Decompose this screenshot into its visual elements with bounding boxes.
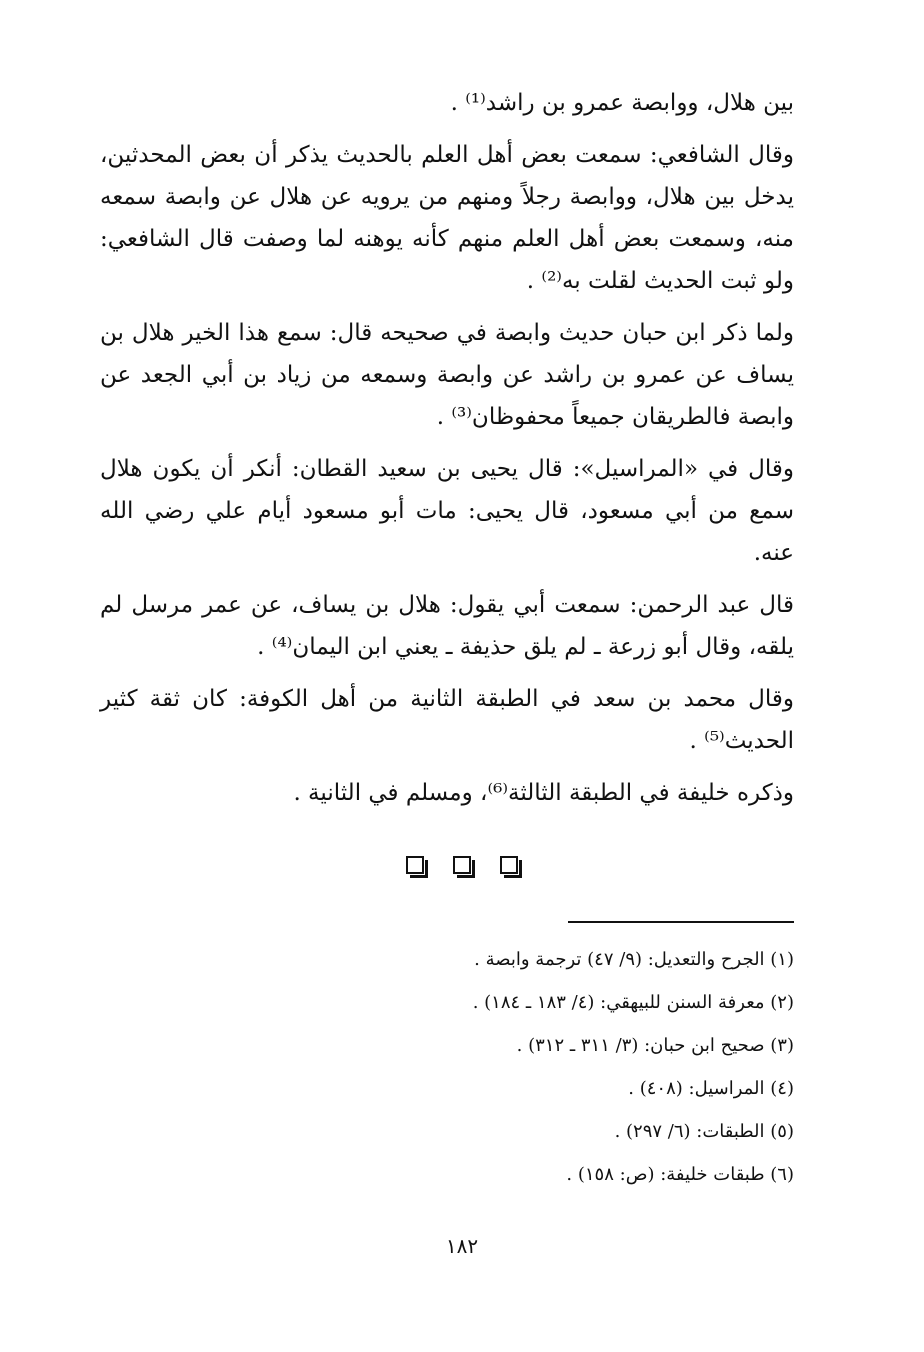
page-number: ١٨٢ [445,1234,479,1258]
footnote-5: (٥) الطبقات: (٦/ ٢٩٧) . [614,1121,794,1142]
footnote-divider [568,921,794,923]
footnote-6: (٦) طبقات خليفة: (ص: ١٥٨) . [566,1164,794,1185]
paragraph-1: بين هلال، ووابصة عمرو بن راشد⁽¹⁾ . [450,90,794,116]
paragraph-6: وقال محمد بن سعد في الطبقة الثانية من أهل الكوفة: كان ثقة كثير الحديث⁽⁵⁾ . [100,686,794,754]
paragraph-3: ولما ذكر ابن حبان حديث وابصة في صحيحه قال: سمع هذا الخير هلال بن يساف عن عمرو بن راشد عن وابصة وسمعه من زياد بن أبي الجعد عن وابصة فالطريقان جميعاً محفوظان⁽³⁾ . [100,320,794,430]
paragraph-7: وذكره خليفة في الطبقة الثالثة⁽⁶⁾، ومسلم في الثانية . [293,780,794,806]
footnote-4: (٤) المراسيل: (٤٠٨) . [628,1078,794,1099]
paragraph-4: وقال في «المراسيل»: قال يحيى بن سعيد القطان: أنكر أن يكون هلال سمع من أبي مسعود، قال يحيى: مات أبو مسعود أيام علي رضي الله عنه. [100,456,794,566]
main-text [100,82,794,824]
section-separator [0,856,924,878]
paragraph-5: قال عبد الرحمن: سمعت أبي يقول: هلال بن يساف، عن عمر مرسل لم يلقه، وقال أبو زرعة ـ لم يلق حذيفة ـ يعني ابن اليمان⁽⁴⁾ . [100,592,794,660]
footnotes [100,938,794,1196]
footnote-3: (٣) صحيح ابن حبان: (٣/ ٣١١ ـ ٣١٢) . [516,1035,794,1056]
paragraph-2: وقال الشافعي: سمعت بعض أهل العلم بالحديث يذكر أن بعض المحدثين، يدخل بين هلال، ووابصة رجلاً ومنهم من يرويه عن هلال عن وابصة سمعه منه، وسمعت بعض أهل العلم منهم كأنه يوهنه لما وصفت قال الشافعي: ولو ثبت الحديث لقلت به⁽²⁾ . [100,142,794,294]
footnote-1: (١) الجرح والتعديل: (٩/ ٤٧) ترجمة وابصة . [474,949,794,970]
square-ornament-icon [453,856,471,874]
footnote-2: (٢) معرفة السنن للبيهقي: (٤/ ١٨٣ ـ ١٨٤) . [472,992,794,1013]
square-ornament-icon [406,856,424,874]
square-ornament-icon [500,856,518,874]
